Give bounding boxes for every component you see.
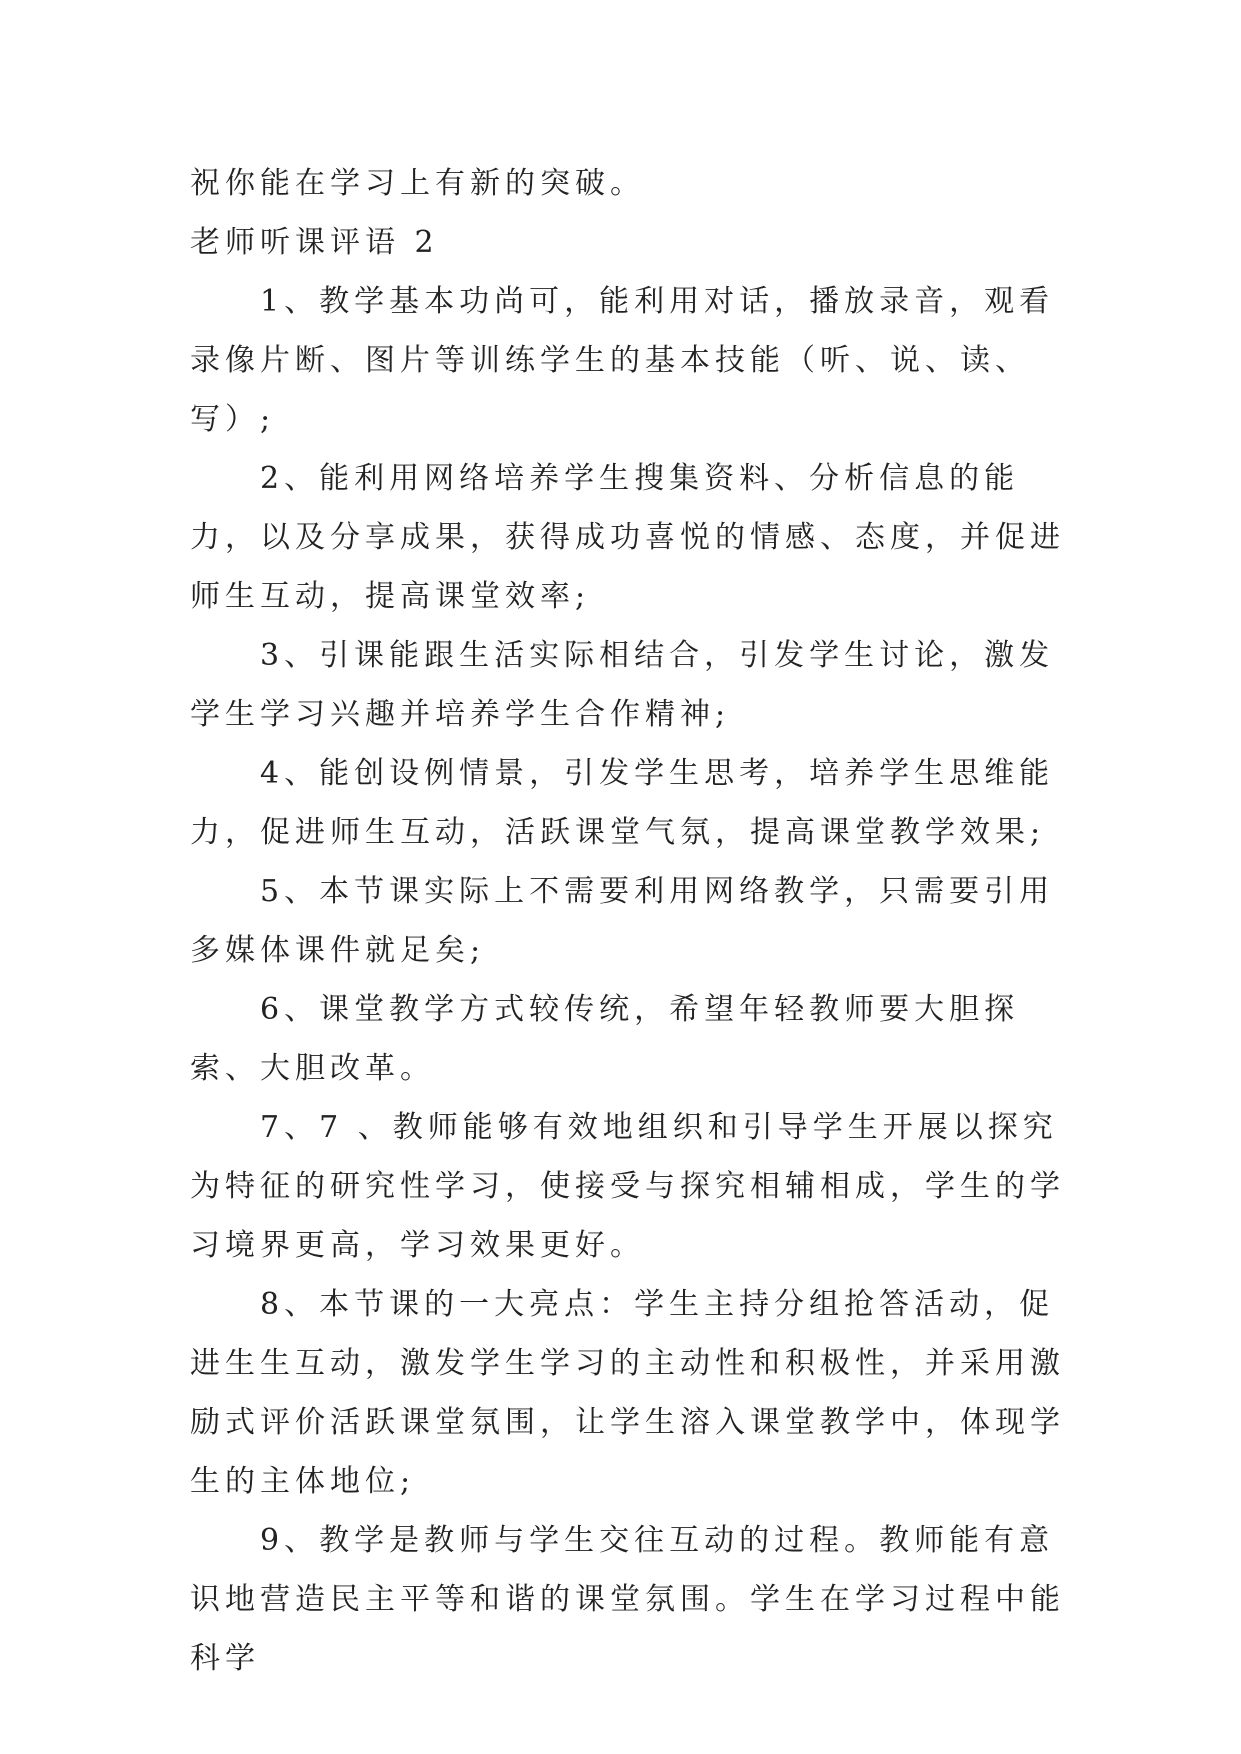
comment-item-3: 3、引课能跟生活实际相结合，引发学生讨论，激发学生学习兴趣并培养学生合作精神; <box>190 638 1055 732</box>
section-title: 老师听课评语 2 <box>190 225 439 260</box>
comment-item-8: 8、本节课的一大亮点：学生主持分组抢答活动，促进生生互动，激发学生学习的主动性和积极性，并采用激励式评价活跃课堂氛围，让学生溶入课堂教学中，体现学生的主体地位; <box>190 1287 1065 1499</box>
comment-item-6: 6、课堂教学方式较传统，希望年轻教师要大胆探索、大胆改革。 <box>190 992 1020 1086</box>
comment-item-5: 5、本节课实际上不需要利用网络教学，只需要引用多媒体课件就足矣; <box>190 874 1055 968</box>
comment-item-2: 2、能利用网络培养学生搜集资料、分析信息的能力，以及分享成果，获得成功喜悦的情感、态度，并促进师生互动，提高课堂效率; <box>190 461 1065 614</box>
comment-item-1: 1、教学基本功尚可，能利用对话，播放录音，观看录像片断、图片等训练学生的基本技能（听、说、读、写）; <box>190 284 1055 437</box>
comment-item-9: 9、教学是教师与学生交往互动的过程。教师能有意识地营造民主平等和谐的课堂氛围。学生在学习过程中能科学 <box>190 1523 1065 1676</box>
comment-item-4: 4、能创设例情景，引发学生思考，培养学生思维能力，促进师生互动，活跃课堂气氛，提高课堂教学效果; <box>190 756 1055 850</box>
comment-item-7: 7、7 、教师能够有效地组织和引导学生开展以探究为特征的研究性学习，使接受与探究相辅相成，学生的学习境界更高，学习效果更好。 <box>190 1110 1065 1263</box>
opening-line: 祝你能在学习上有新的突破。 <box>190 166 645 201</box>
document-body <box>190 154 1070 1688</box>
